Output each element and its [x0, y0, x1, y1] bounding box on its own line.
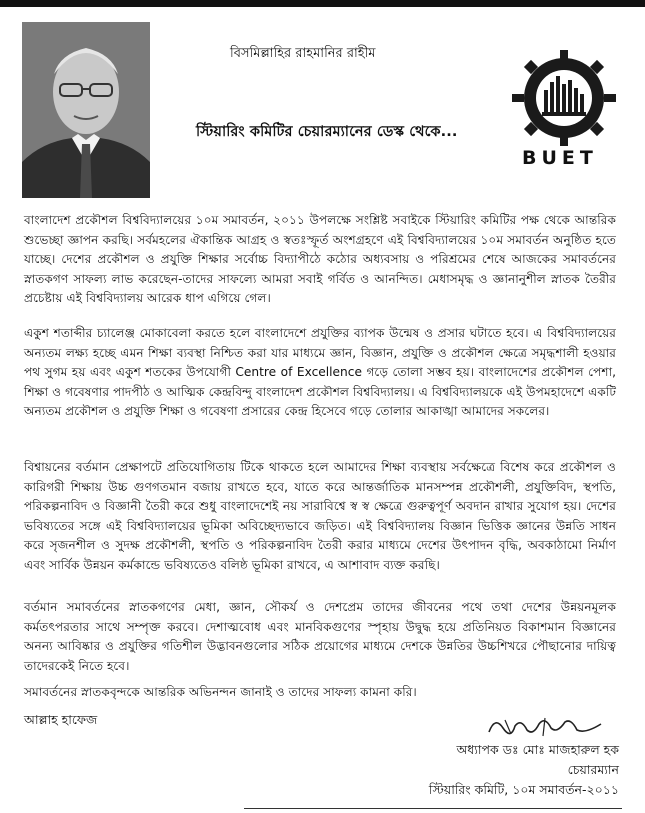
- closing-salutation: আল্লাহ হাফেজ: [24, 712, 98, 727]
- paragraph-3: বিশ্বায়নের বর্তমান প্রেক্ষাপটে প্রতিযোগিতায় টিকে থাকতে হলে আমাদের শিক্ষা ব্যবস্থায় সর্বক্ষেত্রে বিশেষ করে প্রকৌশল ও কারিগরী শিক্ষায় উচ্চ গুণগতমান বজায় রাখতে হবে, যাতে করে আন্তর্জাতিক মানসম্পন্ন প্রকৌশলী, প্রযুক্তিবিদ, স্থপতি, পরিকল্পনাবিদ ও বিজ্ঞানী তৈরী করে শুধু বাংলাদেশেই নয় সারাবিশ্বে স্ব স্ব ক্ষেত্রে গুরুত্বপূর্ণ অবদান রাখার সুযোগ হয়। দেশের ভবিষ্যতের সঙ্গে এই বিশ্ববিদ্যালয়ের ভূমিকা অবিচ্ছেদ্যভাবে জড়িত। এই বিশ্ববিদ্যালয় বিজ্ঞান ভিত্তিক জ্ঞানের উন্নতি সাধন করে সৃজনশীল ও সুদক্ষ প্রকৌশলী, স্থপতি ও পরিকল্পনাবিদ তৈরী করার মাধ্যমে দেশের উৎপাদন বৃদ্ধি, অবকাঠামো নির্মাণ এবং সার্বিক উন্নয়ন কর্মকান্ডে ভবিষ্যতেও বলিষ্ঠ ভূমিকা রাখবে, এ আশাবাদ ব্যক্ত করছি।: [24, 460, 616, 572]
- bismillah-text: বিসমিল্লাহির রাহমানির রাহীম: [230, 46, 376, 61]
- signatory-title: চেয়ারম্যান: [567, 762, 619, 777]
- top-border: [0, 0, 645, 7]
- signatory-name: অধ্যাপক ডঃ মোঃ মাজহারুল হক: [456, 742, 619, 757]
- signatory-committee: স্টিয়ারিং কমিটি, ১০ম সমাবর্তন-২০১১: [428, 782, 619, 797]
- paragraph-2: একুশ শতাব্দীর চ্যালেঞ্জ মোকাবেলা করতে হলে বাংলাদেশে প্রযুক্তির ব্যাপক উন্মেষ ও প্রসার ঘটাতে হবে। এ বিশ্ববিদ্যালয়ের অন্যতম লক্ষ্য হচ্ছে এমন শিক্ষা ব্যবস্থা নিশ্চিত করা যার মাধ্যমে জ্ঞান, বিজ্ঞান, প্রযুক্তি ও প্রকৌশল ক্ষেত্রে সমৃদ্ধশালী হওয়ার পথ সুগম হয় এবং একুশ শতকের উপযোগী Centre of Excellence গড়ে তোলা সম্ভব হয়। বাংলাদেশের প্রকৌশল পেশা, শিক্ষা ও গবেষণার পাদপীঠ ও আত্মিক কেন্দ্রবিন্দু বাংলাদেশ প্রকৌশল বিশ্ববিদ্যালয়। এ বিশ্ববিদ্যালয়কে এই উপমহাদেশে একটি অন্যতম প্রকৌশল ও প্রযুক্তি শিক্ষা ও গবেষণা প্রসারের কেন্দ্র হিসেবে গড়ে তোলার আকাঙ্খা আমাদের সকলের।: [24, 326, 616, 418]
- paragraph-1: বাংলাদেশ প্রকৌশল বিশ্ববিদ্যালয়ের ১০ম সমাবর্তন, ২০১১ উপলক্ষে সংশ্লিষ্ট সবাইকে স্টিয়ারিং কমিটির পক্ষ থেকে আন্তরিক শুভেচ্ছা জ্ঞাপন করছি। সর্বমহলের ঐকান্তিক আগ্রহ ও স্বতঃস্ফূর্ত অংশগ্রহণে এই বিশ্ববিদ্যালয়ের ১০ম সমাবর্তন অনুষ্ঠিত হতে যাচ্ছে। দেশের প্রকৌশল ও প্রযুক্তি শিক্ষার সর্বোচ্চ বিদ্যাপীঠে কঠোর অধ্যবসায় ও পরিশ্রমের শেষে আজকের সমাবর্তনের স্নাতকগণ সাফল্য লাভ করেছেন-তাদের সাফল্যে আমরা সবাই গর্বিত ও আনন্দিত। মেধাসমৃদ্ধ ও জ্ঞানানুশীল স্নাতক তৈরীর প্রচেষ্টায় এই বিশ্ববিদ্যালয় আরেক ধাপ এগিয়ে গেল।: [24, 213, 616, 305]
- paragraph-4: বর্তমান সমাবর্তনের স্নাতকগণের মেধা, জ্ঞান, সৌকর্য ও দেশপ্রেম তাদের জীবনের পথে তথা দেশের উন্নয়নমূলক কর্মতৎপরতার সাথে সম্পৃক্ত করবে। দেশাত্মবোধ এবং মানবিকগুণের স্পৃহায় উদ্বুদ্ধ হয়ে প্রতিনিয়ত বিকাশমান বিজ্ঞানের অনন্য আবিষ্কার ও প্রযুক্তির গতিশীল উদ্ভাবনগুলোর সঠিক প্রয়োগের মাধ্যমে দেশকে উন্নতির উচ্চশিখরে পৌছানোর দায়িত্ব তাদেরকেই নিতে হবে।: [24, 600, 616, 673]
- signatory-block: [429, 740, 619, 800]
- bottom-divider: [244, 808, 622, 809]
- chairman-portrait: [22, 22, 150, 198]
- desk-title: স্টিয়ারিং কমিটির চেয়ারম্যানের ডেস্ক থেকে...: [196, 124, 458, 140]
- handwritten-signature: [485, 712, 605, 742]
- paragraph-5: সমাবর্তনের স্নাতকবৃন্দকে আন্তরিক অভিনন্দন জানাই ও তাদের সাফল্য কামনা করি।: [24, 685, 417, 699]
- buet-logo-text: BUET: [522, 147, 598, 169]
